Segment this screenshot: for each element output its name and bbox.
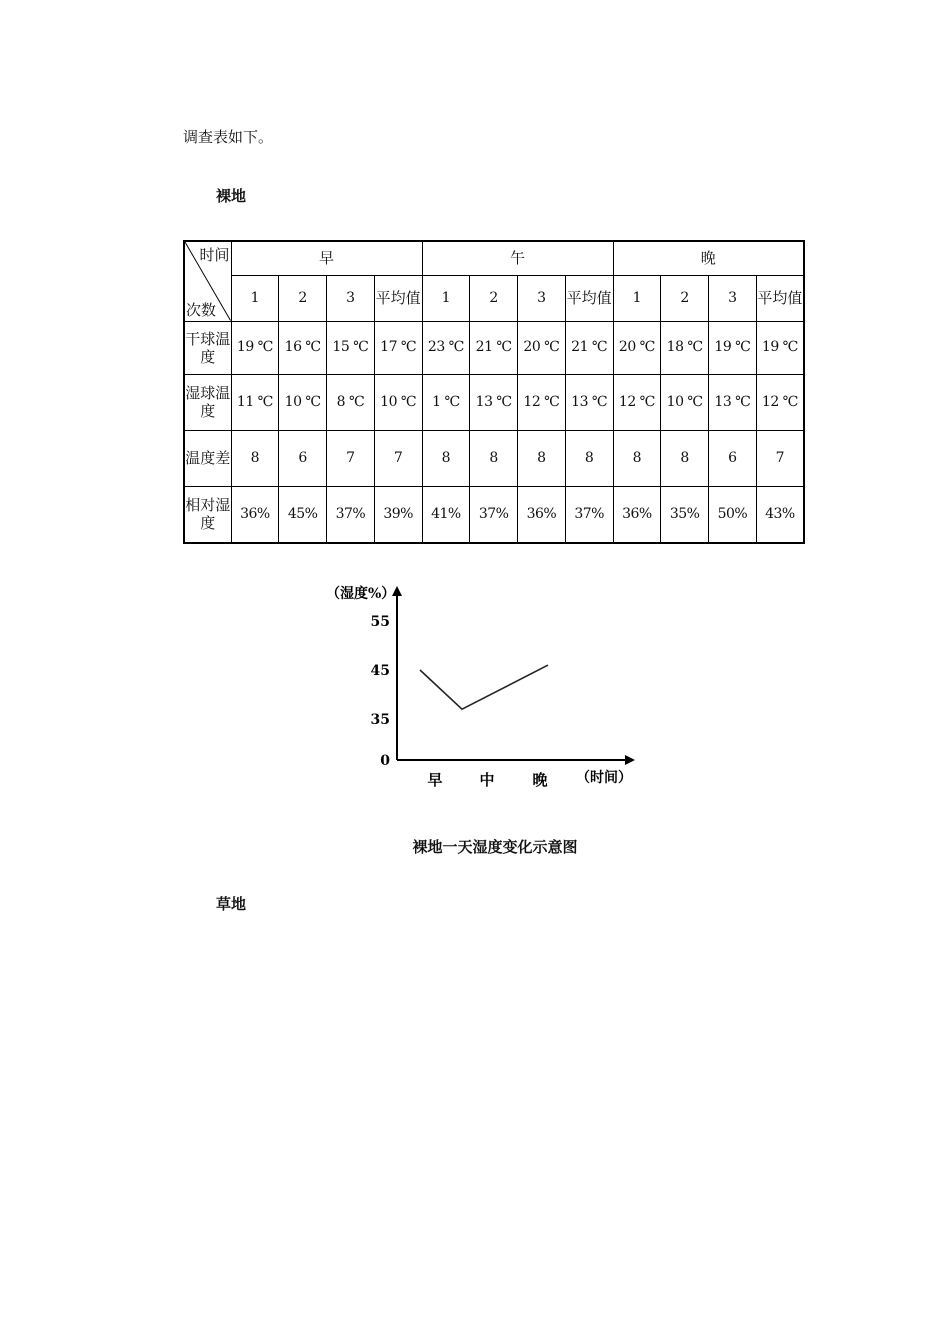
table-subheader-row <box>184 275 804 321</box>
row-label: 温度差 <box>184 430 231 486</box>
table-cell: 43% <box>756 486 804 543</box>
table-cell: 8 <box>470 430 518 486</box>
sub-header: 2 <box>470 275 518 321</box>
table-cell: 36% <box>231 486 279 543</box>
table-cell: 21 ℃ <box>565 321 613 374</box>
table-cell: 20 ℃ <box>518 321 566 374</box>
section-title-grass: 草地 <box>216 895 247 913</box>
table-cell: 37% <box>327 486 375 543</box>
table-cell: 6 <box>709 430 757 486</box>
table-cell: 10 ℃ <box>374 374 422 430</box>
table-row <box>184 374 804 430</box>
table-cell: 8 <box>613 430 661 486</box>
row-label: 湿球温度 <box>184 374 231 430</box>
table-cell: 23 ℃ <box>422 321 470 374</box>
sub-header-average: 平均值 <box>756 275 804 321</box>
table-cell: 8 ℃ <box>327 374 375 430</box>
table-cell: 7 <box>374 430 422 486</box>
row-label: 相对湿度 <box>184 486 231 543</box>
sub-header-average: 平均值 <box>565 275 613 321</box>
table-cell: 18 ℃ <box>661 321 709 374</box>
period-header: 晚 <box>613 241 804 275</box>
table-cell: 45% <box>279 486 327 543</box>
series-line <box>420 665 548 709</box>
x-category-label: 早 <box>427 771 443 789</box>
y-tick-label: 55 <box>370 614 390 630</box>
sub-header: 1 <box>613 275 661 321</box>
sub-header: 3 <box>518 275 566 321</box>
table-cell: 11 ℃ <box>231 374 279 430</box>
table-cell: 15 ℃ <box>327 321 375 374</box>
sub-header: 1 <box>231 275 279 321</box>
survey-table <box>183 240 805 544</box>
table-cell: 36% <box>518 486 566 543</box>
table-cell: 37% <box>565 486 613 543</box>
table-cell: 1 ℃ <box>422 374 470 430</box>
table-row <box>184 321 804 374</box>
corner-label-count: 次数 <box>186 300 217 319</box>
x-category-label: 晚 <box>532 771 548 789</box>
table-cell: 10 ℃ <box>661 374 709 430</box>
table-cell: 13 ℃ <box>565 374 613 430</box>
sub-header: 3 <box>709 275 757 321</box>
y-tick-label: 35 <box>370 712 390 728</box>
humidity-chart <box>318 578 648 796</box>
table-cell: 13 ℃ <box>470 374 518 430</box>
table-cell: 50% <box>709 486 757 543</box>
table-cell: 12 ℃ <box>756 374 804 430</box>
table-cell: 8 <box>565 430 613 486</box>
sub-header: 3 <box>327 275 375 321</box>
table-cell: 39% <box>374 486 422 543</box>
table-cell: 8 <box>422 430 470 486</box>
period-header: 午 <box>422 241 613 275</box>
table-row <box>184 430 804 486</box>
table-cell: 17 ℃ <box>374 321 422 374</box>
x-category-label: 中 <box>479 771 495 789</box>
y-tick-label: 0 <box>380 753 390 769</box>
table-cell: 6 <box>279 430 327 486</box>
sub-header-average: 平均值 <box>374 275 422 321</box>
row-label: 干球温度 <box>184 321 231 374</box>
table-cell: 8 <box>661 430 709 486</box>
table-cell: 37% <box>470 486 518 543</box>
table-cell: 8 <box>231 430 279 486</box>
table-cell: 10 ℃ <box>279 374 327 430</box>
table-cell: 41% <box>422 486 470 543</box>
y-tick-label: 45 <box>370 663 390 679</box>
section-title-bare: 裸地 <box>216 187 247 205</box>
table-cell: 7 <box>756 430 804 486</box>
table-cell: 8 <box>518 430 566 486</box>
table-cell: 16 ℃ <box>279 321 327 374</box>
table-cell: 12 ℃ <box>518 374 566 430</box>
y-axis-label: （湿度%） <box>326 586 396 602</box>
table-cell: 7 <box>327 430 375 486</box>
sub-header: 2 <box>661 275 709 321</box>
table-cell: 12 ℃ <box>613 374 661 430</box>
x-axis-label: （时间） <box>576 770 632 786</box>
sub-header: 2 <box>279 275 327 321</box>
chart-caption: 裸地一天湿度变化示意图 <box>412 838 578 856</box>
period-header: 早 <box>231 241 422 275</box>
table-header-row <box>184 241 804 275</box>
intro-text: 调查表如下。 <box>183 128 274 146</box>
table-cell: 35% <box>661 486 709 543</box>
corner-label-time: 时间 <box>199 246 230 264</box>
table-corner-cell <box>184 241 231 321</box>
sub-header: 1 <box>422 275 470 321</box>
table-cell: 13 ℃ <box>709 374 757 430</box>
table-cell: 19 ℃ <box>756 321 804 374</box>
table-cell: 20 ℃ <box>613 321 661 374</box>
table-cell: 19 ℃ <box>231 321 279 374</box>
table-cell: 19 ℃ <box>709 321 757 374</box>
table-cell: 36% <box>613 486 661 543</box>
table-row <box>184 486 804 543</box>
table-cell: 21 ℃ <box>470 321 518 374</box>
table-body <box>184 321 804 543</box>
